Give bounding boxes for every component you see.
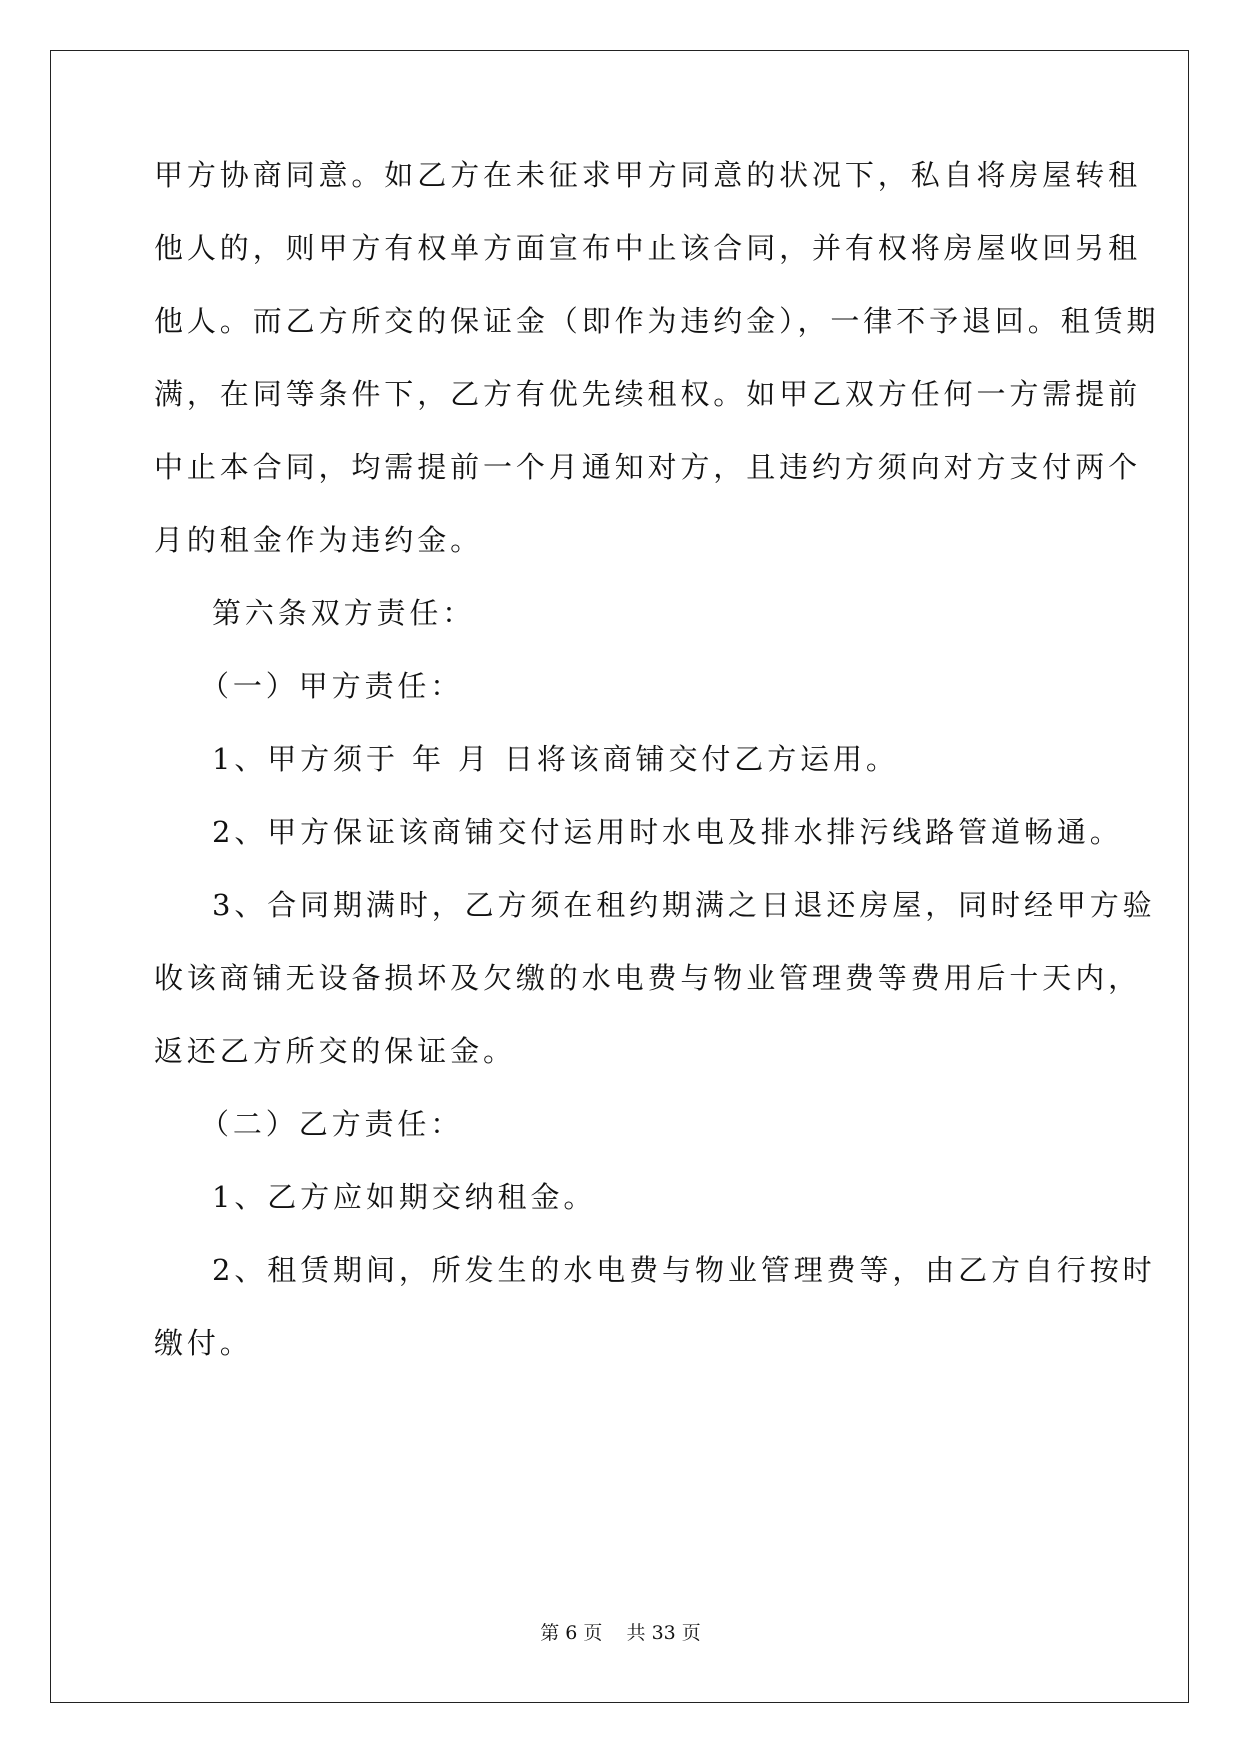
body-line-2: 他人的，则甲方有权单方面宣布中止该合同，并有权将房屋收回另租 — [154, 231, 1142, 265]
subsection-heading-party-b: （二）乙方责任： — [200, 1107, 464, 1141]
party-a-item-3-line-1: 3、合同期满时，乙方须在租约期满之日退还房屋，同时经甲方验 — [212, 888, 1156, 922]
subsection-heading-party-a: （一）甲方责任： — [200, 669, 464, 703]
body-line-1: 甲方协商同意。如乙方在未征求甲方同意的状况下，私自将房屋转租 — [154, 158, 1142, 192]
page-number-footer: 第 6 页 共 33 页 — [540, 1622, 701, 1644]
party-b-item-2-line-1: 2、租赁期间，所发生的水电费与物业管理费等，由乙方自行按时 — [212, 1253, 1156, 1287]
body-line-3: 他人。而乙方所交的保证金（即作为违约金），一律不予退回。租赁期 — [154, 304, 1160, 338]
party-a-item-1: 1、甲方须于 年 月 日将该商铺交付乙方运用。 — [212, 742, 899, 776]
party-b-item-1: 1、乙方应如期交纳租金。 — [212, 1180, 597, 1214]
page-border — [50, 50, 1189, 1703]
party-b-item-2-line-2: 缴付。 — [154, 1326, 253, 1360]
party-a-item-3-line-2: 收该商铺无设备损坏及欠缴的水电费与物业管理费等费用后十天内， — [154, 961, 1142, 995]
body-line-4: 满，在同等条件下，乙方有优先续租权。如甲乙双方任何一方需提前 — [154, 377, 1142, 411]
section-heading: 第六条双方责任： — [212, 596, 476, 630]
body-line-6: 月的租金作为违约金。 — [154, 523, 484, 557]
body-line-5: 中止本合同，均需提前一个月通知对方，且违约方须向对方支付两个 — [154, 450, 1142, 484]
party-a-item-2: 2、甲方保证该商铺交付运用时水电及排水排污线路管道畅通。 — [212, 815, 1123, 849]
party-a-item-3-line-3: 返还乙方所交的保证金。 — [154, 1034, 516, 1068]
